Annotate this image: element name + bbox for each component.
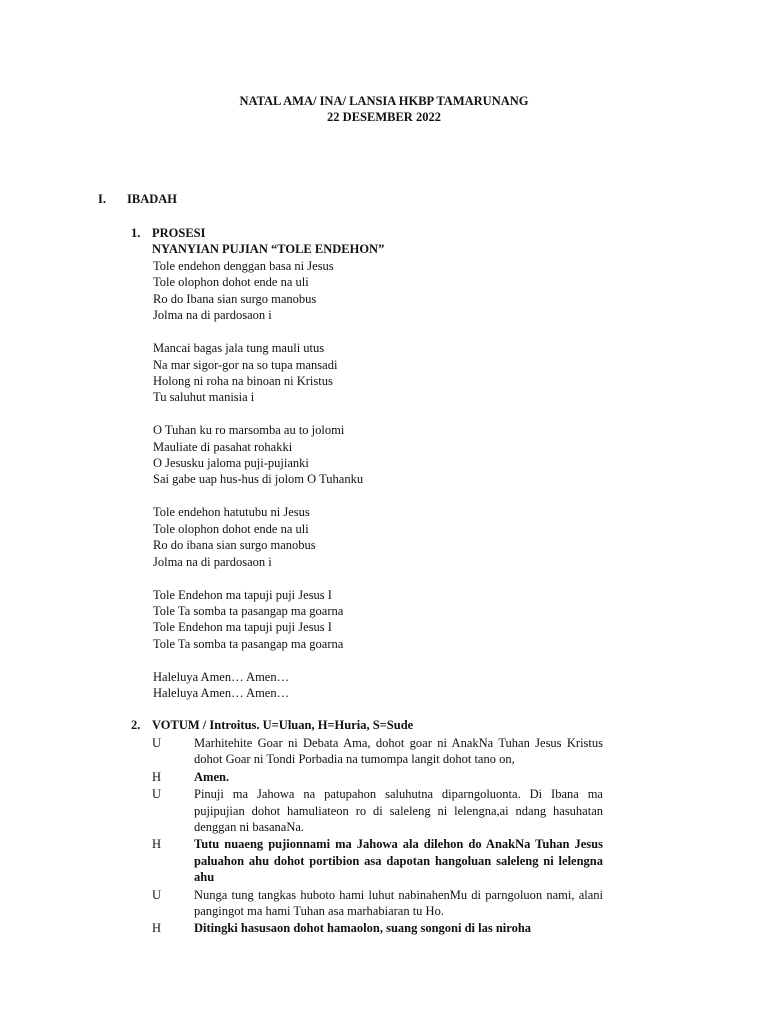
lyric-line: Ro do ibana sian surgo manobus <box>153 538 316 553</box>
lyric-line: Ro do Ibana sian surgo manobus <box>153 291 317 306</box>
response-text: Nunga tung tangkas huboto hami luhut nabinahenMu di parngoluon nami, alani pangingot ma hami Tuhan asa marhabiaran tu Ho. <box>194 887 603 919</box>
liturgy-row <box>152 786 603 835</box>
lyric-line: Tole olophon dohot ende na uli <box>153 521 309 536</box>
lyric-line: O Tuhan ku ro marsomba au to jolomi <box>153 423 345 438</box>
lyric-line: Na mar sigor-gor na so tupa mansadi <box>153 357 338 372</box>
stanza-4 <box>153 504 603 570</box>
item-2-number: 2. <box>131 718 141 732</box>
lyric-line: Tole Endehon ma tapuji puji Jesus I <box>153 620 332 635</box>
lyric-line: Holong ni roha na binoan ni Kristus <box>153 373 333 388</box>
item-2-heading: VOTUM / Introitus. U=Uluan, H=Huria, S=Sude <box>152 718 414 732</box>
section-title: IBADAH <box>127 192 178 206</box>
speaker-role: H <box>152 837 162 852</box>
liturgy-responses <box>152 735 603 938</box>
lyric-line: Tole olophon dohot ende na uli <box>153 275 309 290</box>
stanza-3 <box>153 422 603 488</box>
item-1-number: 1. <box>131 226 141 240</box>
response-text: Pinuji ma Jahowa na patupahon saluhutna diparngoluonta. Di Ibana ma pujipujian dohot hamuliateon ro di saleleng ni lelengna,ai ndang hasuhatan denggan ni basanaNa. <box>194 787 603 835</box>
lyric-line: Sai gabe uap hus-hus di jolom O Tuhanku <box>153 472 364 487</box>
lyric-line: Haleluya Amen… Amen… <box>153 669 290 684</box>
lyric-line: Tole endehon hatutubu ni Jesus <box>153 505 310 520</box>
speaker-role: U <box>152 736 162 750</box>
document-date: 22 DESEMBER 2022 <box>327 110 441 124</box>
lyric-line: Tole Ta somba ta pasangap ma goarna <box>153 604 344 619</box>
section-number: I. <box>98 192 106 206</box>
liturgy-row <box>152 920 603 936</box>
lyric-line: Tu saluhut manisia i <box>153 390 255 405</box>
lyric-line: Jolma na di pardosaon i <box>153 308 272 323</box>
item-1-heading: PROSESI <box>152 226 206 240</box>
speaker-role: H <box>152 921 162 936</box>
response-text: Marhitehite Goar ni Debata Ama, dohot goar ni AnakNa Tuhan Jesus Kristus dohot Goar ni Tondi Porbadia na tumompa langit dohot tano on, <box>194 736 603 767</box>
liturgy-row <box>152 836 603 885</box>
lyric-line: Haleluya Amen… Amen… <box>153 686 290 701</box>
stanza-2 <box>153 340 603 406</box>
lyric-line: Tole Endehon ma tapuji puji Jesus I <box>153 587 332 602</box>
liturgy-row <box>152 735 603 768</box>
lyric-line: Mauliate di pasahat rohakki <box>153 439 293 454</box>
stanza-6 <box>153 669 603 702</box>
song-title: NYANYIAN PUJIAN “TOLE ENDEHON” <box>152 242 385 256</box>
stanza-5 <box>153 587 603 653</box>
response-text: Tutu nuaeng pujionnami ma Jahowa ala dilehon do AnakNa Tuhan Jesus paluahon ahu dohot portibion asa dapotan hangoluan saleleng ni lelengna ahu <box>194 837 603 885</box>
song-lyrics <box>153 258 603 718</box>
response-text: Amen. <box>194 769 230 784</box>
speaker-role: U <box>152 787 162 802</box>
lyric-line: O Jesusku jaloma puji-pujianki <box>153 456 309 471</box>
liturgy-row <box>152 887 603 920</box>
document-title: NATAL AMA/ INA/ LANSIA HKBP TAMARUNANG <box>239 94 529 108</box>
stanza-1 <box>153 258 603 324</box>
speaker-role: U <box>152 887 162 902</box>
speaker-role: H <box>152 769 162 784</box>
lyric-line: Tole Ta somba ta pasangap ma goarna <box>153 636 344 651</box>
liturgy-row <box>152 769 603 785</box>
response-text: Ditingki hasusaon dohot hamaolon, suang songoni di las niroha <box>194 921 532 936</box>
lyric-line: Mancai bagas jala tung mauli utus <box>153 341 325 356</box>
lyric-line: Jolma na di pardosaon i <box>153 554 272 569</box>
lyric-line: Tole endehon denggan basa ni Jesus <box>153 259 334 273</box>
